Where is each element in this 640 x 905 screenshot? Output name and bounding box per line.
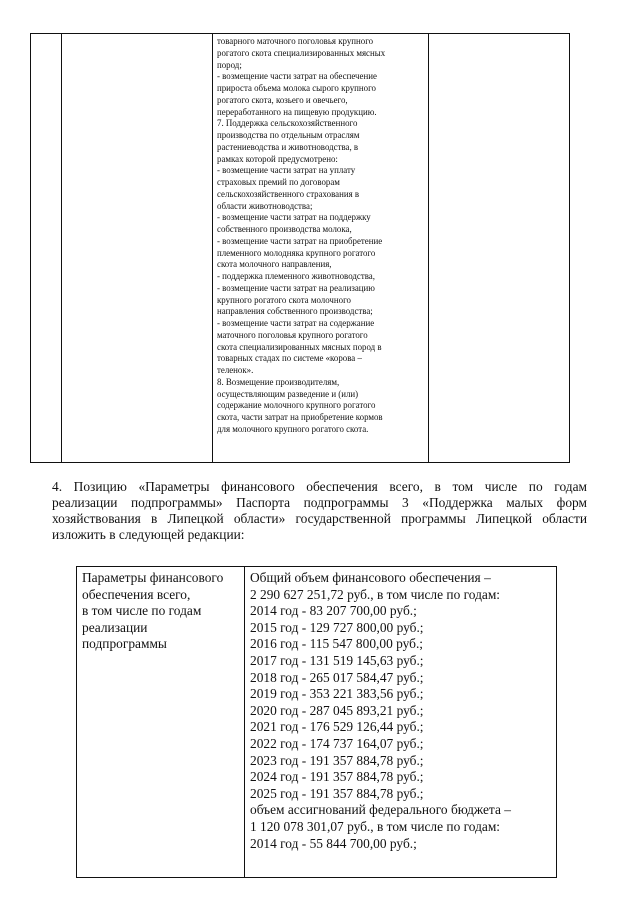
financing-label-cell: [77, 567, 245, 878]
text-line: растениеводства и животноводства, в: [217, 141, 359, 152]
text-line: Общий объем финансового обеспечения –: [250, 570, 491, 585]
text-line: скота молочного направления,: [217, 259, 332, 270]
text-line: 2018 год - 265 017 584,47 руб.;: [250, 669, 424, 685]
text-line: 2014 год - 83 207 700,00 руб.;: [250, 603, 417, 619]
text-line: изложить в следующей редакции:: [52, 527, 245, 542]
text-line: 1 120 078 301,07 руб., в том числе по годам:: [250, 818, 501, 834]
text-line: 2016 год - 115 547 800,00 руб.;: [250, 636, 424, 652]
text-line: объем ассигнований федерального бюджета –: [250, 802, 511, 818]
financing-table: [76, 566, 557, 878]
text-line: 2017 год - 131 519 145,63 руб.;: [250, 652, 424, 668]
text-line: 2 290 627 251,72 руб., в том числе по годам:: [250, 586, 501, 602]
text-line: собственного производства молока,: [217, 224, 352, 234]
table-cell-empty: [429, 34, 570, 463]
text-line: скота специализированных мясных пород в: [217, 341, 382, 352]
text-line: рогатого скота, козьего и овечьего,: [217, 94, 348, 105]
text-line: рамках которой предусмотрено:: [217, 153, 338, 164]
text-line: 8. Возмещение производителям,: [217, 376, 340, 387]
text-line: 2025 год - 191 357 884,78 руб.;: [250, 785, 424, 801]
text-line: - возмещение части затрат на приобретение: [217, 235, 383, 246]
financing-values-cell: [245, 567, 557, 878]
text-line: реализации: [82, 619, 148, 635]
program-table-continuation: [30, 33, 570, 463]
text-line: - возмещение части затрат на содержание: [217, 318, 375, 328]
text-line: сельскохозяйственного страхования в: [217, 188, 360, 199]
table-cell-measures: [213, 34, 429, 463]
text-line: товарных стадах по системе «корова –: [217, 353, 362, 364]
text-line: производства по отдельным отраслям: [217, 130, 360, 140]
text-line: Параметры финансового: [82, 570, 224, 585]
text-line: - возмещение части затрат на реализацию: [217, 282, 375, 293]
text-line: подпрограммы: [82, 636, 167, 652]
text-line: 2020 год - 287 045 893,21 руб.;: [250, 702, 424, 718]
text-line: в том числе по годам: [82, 603, 202, 619]
text-line: - возмещение части затрат на обеспечение: [217, 71, 377, 82]
text-line: 2019 год - 353 221 383,56 руб.;: [250, 686, 424, 702]
text-line: скота, части затрат на приобретение кормов: [217, 412, 383, 422]
table-row: [31, 34, 570, 463]
text-line: маточного поголовья крупного рогатого: [217, 329, 368, 340]
table-cell-name: [62, 34, 213, 463]
text-line: 2023 год - 191 357 884,78 руб.;: [250, 752, 424, 768]
text-line: теленок».: [217, 365, 254, 375]
text-line: направления собственного производства;: [217, 306, 373, 317]
text-line: содержание молочного крупного рогатого: [217, 400, 376, 411]
text-line: 2024 год - 191 357 884,78 руб.;: [250, 769, 424, 785]
text-line: - возмещение части затрат на поддержку: [217, 212, 371, 223]
text-line: 2014 год - 55 844 700,00 руб.;: [250, 835, 417, 851]
text-line: рогатого скота специализированных мясных: [217, 47, 386, 58]
text-line: 4. Позицию «Параметры финансового обеспечения всего, в том числе по годам: [52, 479, 587, 494]
text-line: обеспечения всего,: [82, 586, 191, 602]
financing-values: [250, 570, 552, 852]
text-line: для молочного крупного рогатого скота.: [217, 423, 369, 434]
text-line: товарного маточного поголовья крупного: [217, 36, 374, 46]
measures-text: [213, 34, 428, 436]
table-row: [77, 567, 557, 878]
table-cell-number: [31, 34, 62, 463]
text-line: пород;: [217, 59, 242, 70]
text-line: 2022 год - 174 737 164,07 руб.;: [250, 735, 424, 751]
text-line: - возмещение части затрат на уплату: [217, 165, 356, 176]
text-line: страховых премий по договорам: [217, 177, 340, 187]
text-line: прироста объема молока сырого крупного: [217, 83, 376, 93]
text-line: 2021 год - 176 529 126,44 руб.;: [250, 719, 424, 735]
text-line: - поддержка племенного животноводства,: [217, 271, 375, 281]
text-line: области животноводства;: [217, 200, 313, 211]
text-line: осуществляющим разведение и (или): [217, 388, 359, 399]
text-line: крупного рогатого скота молочного: [217, 294, 351, 305]
financing-label: [82, 570, 240, 653]
text-line: 7. Поддержка сельскохозяйственного: [217, 118, 358, 129]
text-line: племенного молодняка крупного рогатого: [217, 247, 376, 258]
text-line: реализации подпрограммы» Паспорта подпрограммы 3 «Поддержка малых форм: [52, 495, 587, 510]
text-line: переработанного на пищевую продукцию.: [217, 106, 377, 117]
text-line: хозяйствования в Липецкой области» государственной программы Липецкой области: [52, 511, 587, 526]
text-line: 2015 год - 129 727 800,00 руб.;: [250, 619, 424, 635]
amendment-paragraph: [52, 479, 587, 543]
